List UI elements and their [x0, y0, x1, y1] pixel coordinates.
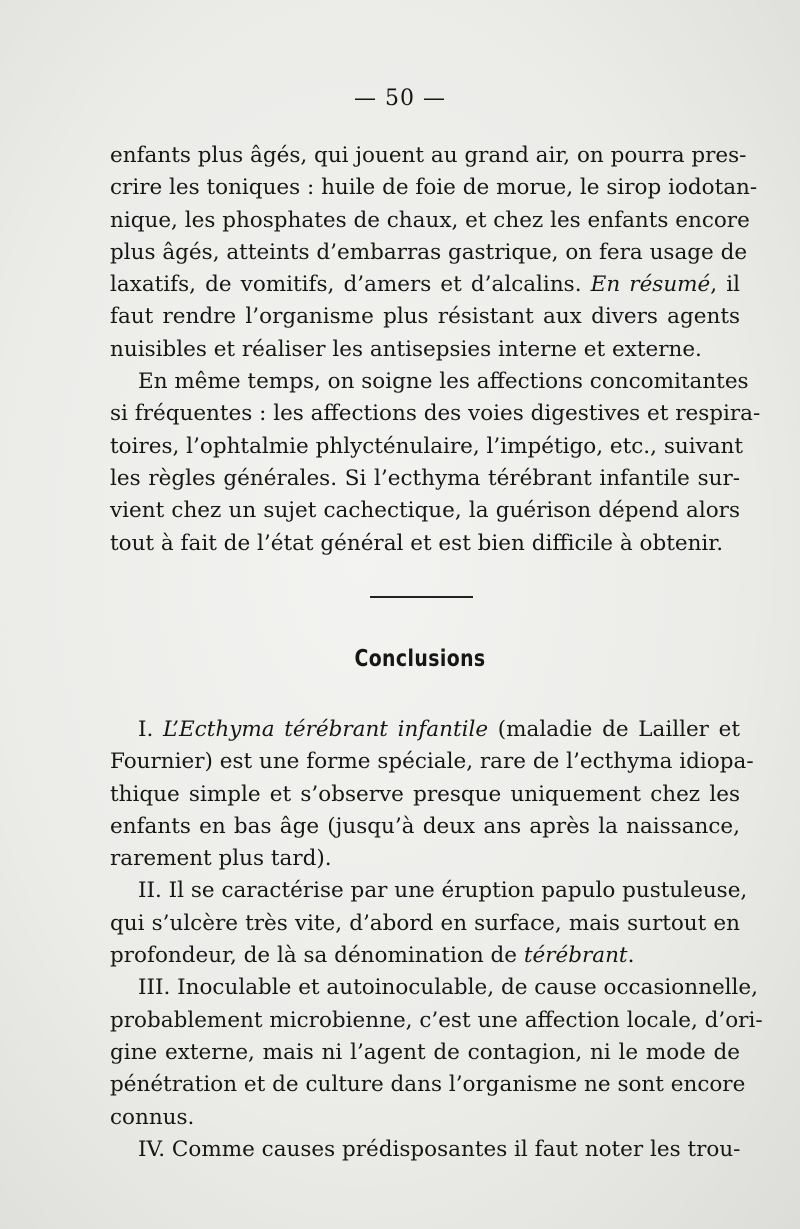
text-line: [110, 269, 740, 301]
text-line: si fréquentes : les affections des voies digestives et respira-: [110, 401, 761, 427]
text-line: probablement microbienne, c’est une affection locale, d’ori-: [110, 1007, 763, 1033]
text-line: II. Il se caractérise par une éruption papulo pustuleuse,: [138, 878, 748, 904]
text-run: laxatifs, de vomitifs, d’amers et d’alcalins.: [110, 272, 591, 298]
text-line: rarement plus tard).: [110, 846, 332, 872]
text-line: [110, 940, 740, 972]
text-line: enfants en bas âge (jusqu’à deux ans après la naissance,: [110, 813, 740, 839]
text-line: Fournier) est une forme spéciale, rare de l’ecthyma idiopa-: [110, 749, 754, 775]
text-run: profondeur, de là sa dénomination de: [110, 943, 524, 969]
text-run: , il: [710, 272, 740, 298]
text-line: connus.: [110, 1104, 195, 1130]
text-line: toires, l’ophtalmie phlycténulaire, l’impétigo, etc., suivant: [110, 433, 744, 459]
text-line: gine externe, mais ni l’agent de contagion, ni le mode de: [110, 1039, 740, 1065]
paragraph-treatment: [110, 140, 761, 560]
italic-text: L’Ecthyma térébrant infantile: [163, 717, 489, 742]
text-run: (maladie de Lailler et: [488, 717, 740, 742]
text-line: qui s’ulcère très vite, d’abord en surface, mais surtout en: [110, 910, 740, 936]
text-line: vient chez un sujet cachectique, la guérison dépend alors: [110, 498, 740, 524]
text-line: [110, 714, 740, 746]
text-line: En même temps, on soigne les affections concomitantes: [138, 369, 749, 395]
italic-text: En résumé: [590, 272, 711, 298]
page-number: — 50 —: [354, 86, 446, 111]
text-line: pénétration et de culture dans l’organisme ne sont encore: [110, 1072, 746, 1098]
text-line: plus âgés, atteints d’embarras gastrique, on fera usage de: [110, 239, 748, 265]
text-line: faut rendre l’organisme plus résistant aux divers agents: [110, 304, 740, 330]
text-line: tout à fait de l’état général et est bien difficile à obtenir.: [110, 530, 724, 556]
section-divider: [370, 596, 473, 598]
text-run: .: [627, 943, 635, 969]
text-line: thique simple et s’observe presque uniquement chez les: [110, 781, 740, 807]
text-line: IV. Comme causes prédisposantes il faut noter les trou-: [138, 1136, 741, 1162]
text-line: crire les toniques : huile de foie de morue, le sirop iodotan-: [110, 175, 758, 201]
italic-text: térébrant: [523, 943, 628, 969]
text-line: nique, les phosphates de chaux, et chez les enfants encore: [110, 207, 750, 233]
text-run: I.: [138, 717, 164, 742]
text-line: nuisibles et réaliser les antisepsies interne et externe.: [110, 336, 702, 362]
text-line: enfants plus âgés, qui jouent au grand air, on pourra pres-: [110, 143, 747, 168]
section-heading: Conclusions: [354, 646, 486, 672]
conclusions-list: [110, 714, 763, 1166]
text-line: les règles générales. Si l’ecthyma térébrant infantile sur-: [110, 465, 740, 491]
text-line: III. Inoculable et autoinoculable, de cause occasionnelle,: [138, 975, 758, 1001]
